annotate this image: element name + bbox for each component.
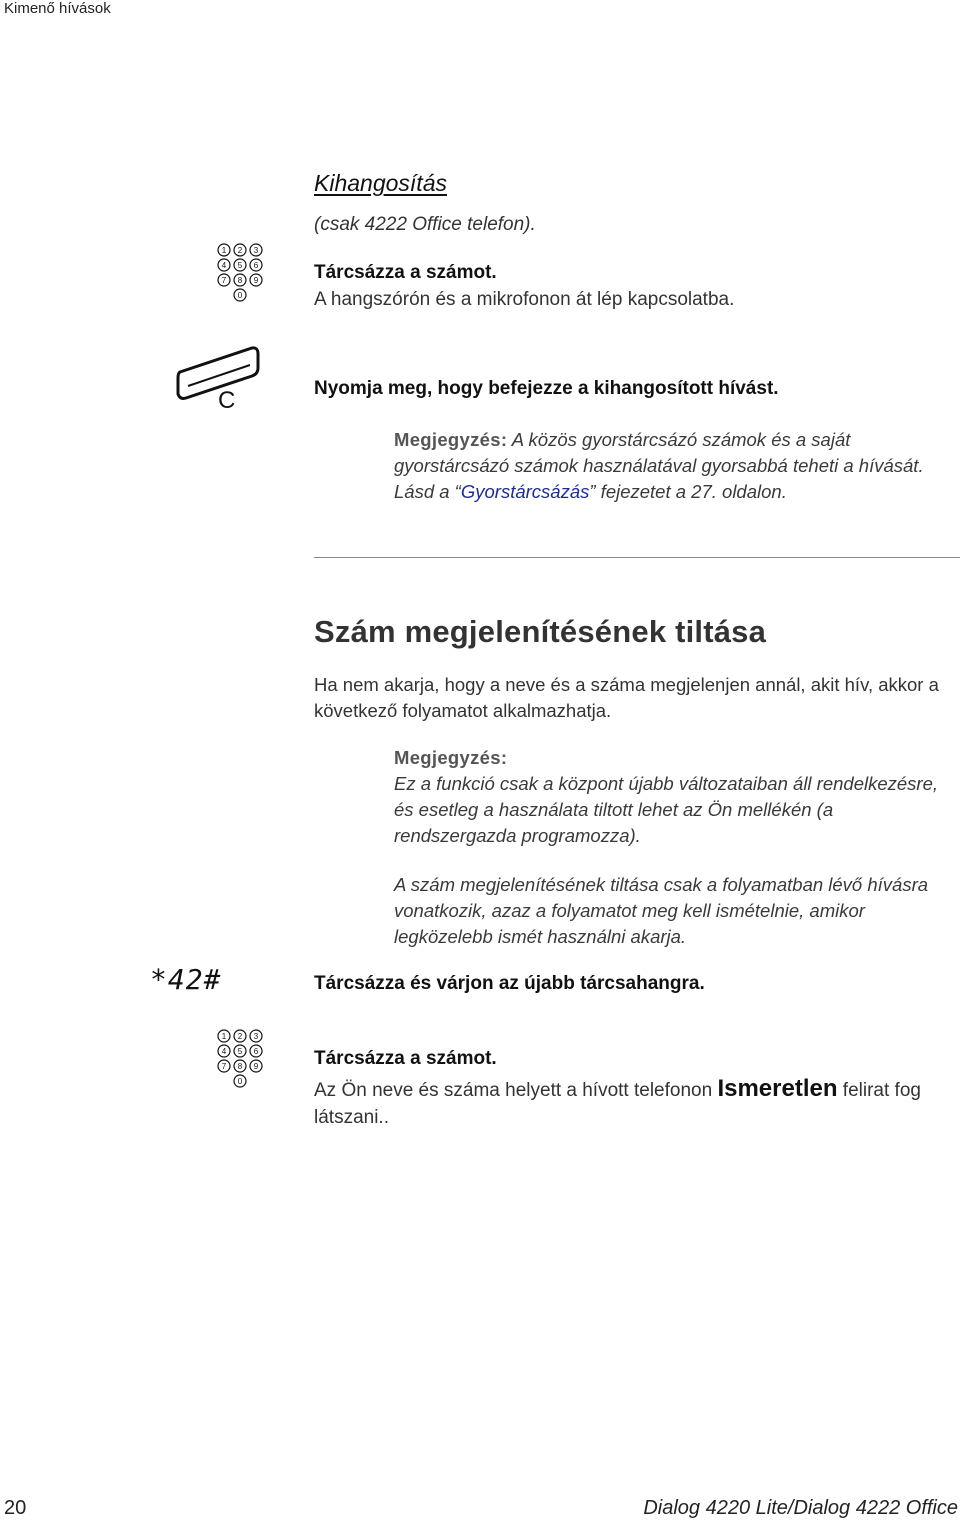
note-text-after: ” fejezetet a 27. oldalon.: [589, 481, 787, 502]
suppress-note-p2: A szám megjelenítésének tiltása csak a folyamatban lévő hívásra vonatkozik, azaz a folyamatot meg kell ismételnie, amikor legközelebb ismét használni akarja.: [394, 874, 929, 947]
keypad-key: [218, 1045, 230, 1057]
svg-text:3: 3: [253, 246, 259, 255]
svg-text:6: 6: [253, 1047, 259, 1056]
svg-text:7: 7: [221, 276, 227, 285]
svg-text:7: 7: [221, 1062, 227, 1071]
suppress-note-p1: Ez a funkció csak a központ újabb változataiban áll rendelkezésre, és esetleg a használata tiltott lehet az Ön mellékén (a rendszergazda programozza).: [394, 773, 939, 846]
keypad-key: [218, 244, 230, 256]
svg-text:6: 6: [253, 261, 259, 270]
speaker-step-dial: Tárcsázza a számot.: [314, 262, 497, 283]
keypad-key: [218, 274, 230, 286]
keypad-key: [218, 1060, 230, 1072]
svg-text:2: 2: [237, 1032, 243, 1041]
keypad-icon: [216, 242, 264, 307]
keypad-key: [218, 259, 230, 271]
keypad-key: [218, 1030, 230, 1042]
suppress-intro: Ha nem akarja, hogy a neve és a száma megjelenjen annál, akit hív, akkor a következő folyamatot alkalmazhatja.: [314, 674, 939, 721]
svg-text:9: 9: [253, 276, 259, 285]
svg-text:9: 9: [253, 1062, 259, 1071]
unknown-label: Ismeretlen: [717, 1075, 838, 1102]
svg-text:5: 5: [237, 1047, 243, 1056]
svg-text:5: 5: [237, 261, 243, 270]
svg-text:8: 8: [237, 276, 243, 285]
svg-text:4: 4: [221, 261, 227, 270]
suppress-step-result: Az Ön neve és száma helyett a hívott telefonon Ismeretlen felirat fog látszani..: [314, 1075, 921, 1128]
keypad-key: [234, 1030, 246, 1042]
keypad-key: [234, 244, 246, 256]
keypad-key: [250, 244, 262, 256]
running-header: Kimenő hívások: [4, 0, 111, 17]
note-label: Megjegyzés:: [394, 429, 508, 450]
keypad-key: [250, 1045, 262, 1057]
section-title-speaker: Kihangosítás: [314, 170, 447, 196]
speaker-note: [394, 427, 954, 505]
svg-text:0: 0: [237, 1077, 243, 1086]
keypad-key: [250, 259, 262, 271]
keypad-key: [234, 274, 246, 286]
svg-text:4: 4: [221, 1047, 227, 1056]
keypad-key: [234, 289, 246, 301]
svg-text:3: 3: [253, 1032, 259, 1041]
feature-code: *42#: [150, 963, 222, 996]
note-text: A közös gyorstárcsázó számok és a saját gyorstárcsázó számok használatával gyorsabbá teheti a hívását. Lásd a “: [394, 429, 924, 502]
keypad-key: [234, 1060, 246, 1072]
svg-text:1: 1: [221, 246, 227, 255]
keypad-key: [234, 1045, 246, 1057]
suppress-note-label: Megjegyzés:: [394, 747, 508, 768]
handset-key-label: C: [218, 387, 236, 412]
keypad-key: [234, 259, 246, 271]
speaker-step-dial-desc: A hangszórón és a mikrofonon át lép kapcsolatba.: [314, 289, 735, 310]
section-divider: [314, 557, 960, 558]
handset-key-icon: [172, 342, 262, 417]
keypad-key: [250, 1030, 262, 1042]
suppress-step-dial-number: Tárcsázza a számot.: [314, 1048, 497, 1069]
page-number: 20: [4, 1497, 27, 1519]
keypad-key: [250, 1060, 262, 1072]
svg-text:1: 1: [221, 1032, 227, 1041]
svg-text:2: 2: [237, 246, 243, 255]
product-name: Dialog 4220 Lite/Dialog 4222 Office: [643, 1497, 958, 1519]
speed-dial-link[interactable]: Gyorstárcsázás: [460, 481, 590, 502]
suppress-step-dial-code: Tárcsázza és várjon az újabb tárcsahangra.: [314, 973, 705, 994]
speaker-subtitle: (csak 4222 Office telefon).: [314, 214, 536, 235]
svg-text:8: 8: [237, 1062, 243, 1071]
keypad-key: [250, 274, 262, 286]
keypad-key: [234, 1075, 246, 1087]
svg-text:0: 0: [237, 291, 243, 300]
speaker-step-end: Nyomja meg, hogy befejezze a kihangosított hívást.: [314, 378, 779, 399]
section-heading-suppress: Szám megjelenítésének tiltása: [314, 614, 767, 649]
keypad-icon-2: [216, 1028, 264, 1093]
